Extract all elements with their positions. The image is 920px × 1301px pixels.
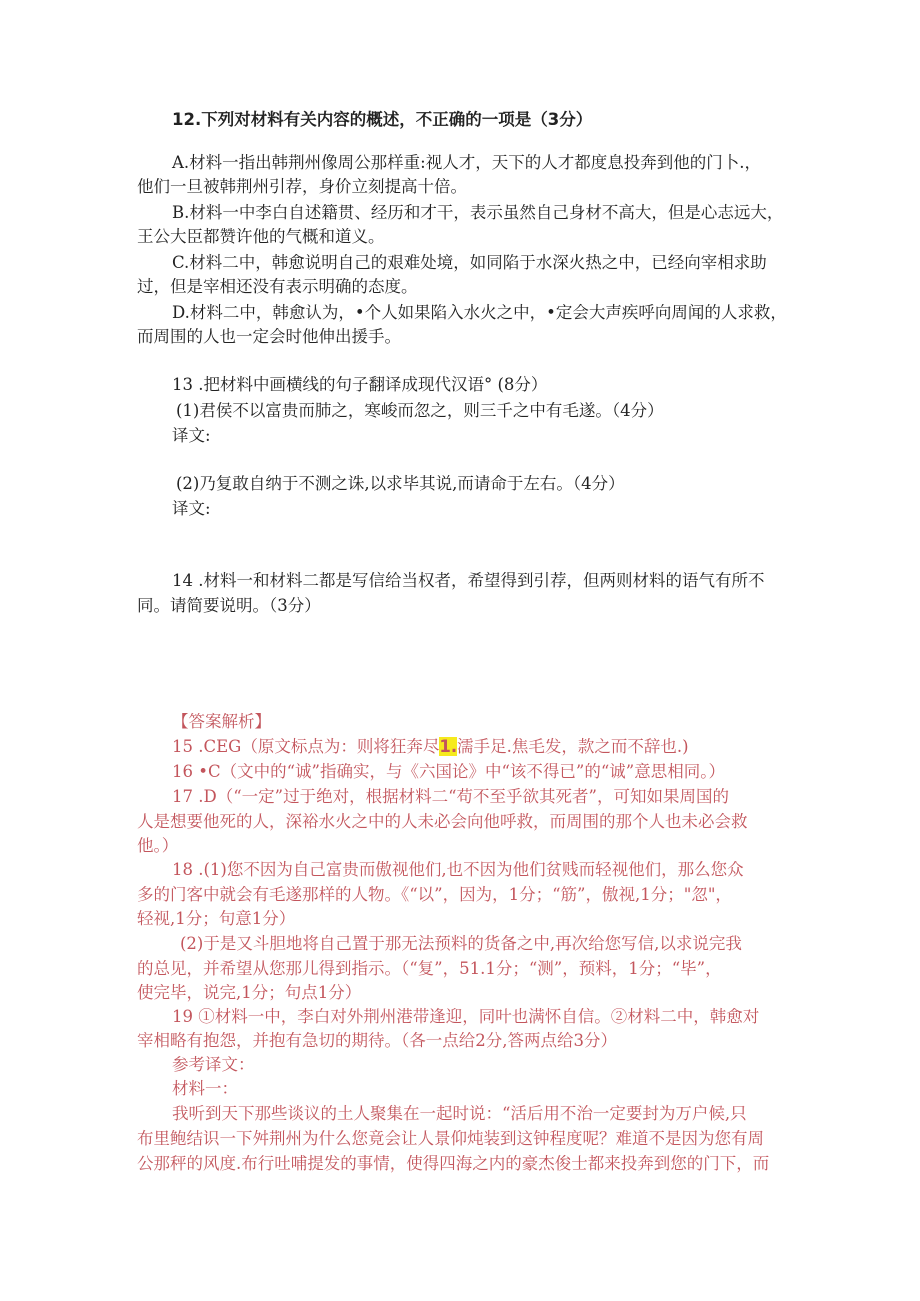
answer-15 [172, 735, 689, 759]
translation-line2: 布里鲍结识一下舛荆州为什么您竟会让人景仰炖装到这钟程度呢？难道不是因为您有周 [137, 1129, 764, 1148]
answer-17-line2: 人是想要他死的人，深裕水火之中的人未必会向他呼救，而周围的那个人也未必会救 [137, 812, 748, 831]
q12-option-a-line2: 他们一旦被韩荆州引荐，身价立刻提高十倍。 [137, 177, 467, 196]
q12-option-a-line1: A.材料一指出韩荆州像周公那样重:视人才，天下的人才都度息投奔到他的门卜.， [172, 153, 761, 172]
q14-line1: 14 .材料一和材料二都是写信给当权者，希望得到引荐，但两则材料的语气有所不 [172, 571, 765, 590]
q13-translation-label-1: 译文: [172, 426, 211, 445]
answer-17-line3: 他。） [137, 836, 179, 855]
answer-18-line2: 多的门客中就会有毛遂那样的人物。《“以”，因为，1分；“筋”，傲视,1分；"忽"， [137, 885, 732, 904]
q13-stem: 13 .把材料中画横线的句子翻译成现代汉语° (8分） [172, 375, 548, 394]
answer-18-line1: 18 .(1)您不因为自己富贵而傲视他们,也不因为他们贫贱而轻视他们，那么您众 [172, 860, 744, 879]
material-one-label: 材料一： [172, 1079, 238, 1098]
translation-line1: 我听到天下那些谈议的土人聚集在一起时说：“活后用不治一定要封为万户候,只 [172, 1104, 747, 1123]
q12-option-b-line1: B.材料一中李白自述籍贯、经历和才干，表示虽然自己身材不高大，但是心志远大， [172, 203, 784, 222]
answer-15-text-a: 15 .CEG（原文标点为：则将狂奔尽 [172, 737, 440, 756]
answer-16: 16 •C（文中的“诚”指确实，与《六国论》中“该不得已”的“诚”意思相同。） [172, 762, 725, 781]
answer-19-line2: 宰相略有抱怨，并抱有急切的期待。（各一点给2分,答两点给3分） [137, 1031, 617, 1050]
q12-option-c-line2: 过，但是宰相还没有表示明确的态度。 [137, 277, 418, 296]
q14-line2: 同。请简要说明。（3分） [137, 596, 321, 615]
answer-18-line4: (2)于是又斗胆地将自己置于那无法预料的货备之中,再次给您写信,以求说完我 [180, 934, 742, 953]
q12-option-c-line1: C.材料二中，韩愈说明自己的艰难处境，如同陷于水深火热之中，已经向宰相求助 [172, 253, 767, 272]
answer-19-line1: 19 ①材料一中，李白对外荆州港带逢迎，同叶也满怀自信。②材料二中，韩愈对 [172, 1007, 760, 1026]
answer-18-line3: 轻视,1分；句意1分） [137, 909, 296, 928]
q13-translation-label-2: 译文: [172, 499, 211, 518]
q12-option-b-line2: 王公大臣都赞许他的气概和道义。 [137, 227, 385, 246]
q12-stem: 12.下列对材料有关内容的概述，不正确的一项是（3分） [172, 110, 593, 129]
q13-part2: (2)乃复敢自纳于不测之诛,以求毕其说,而请命于左右。（4分） [176, 474, 625, 493]
translation-line3: 公那秤的风度.布行吐哺提发的事情，使得四海之内的豪杰俊士都来投奔到您的门下，而 [137, 1154, 770, 1173]
q12-option-d-line2: 而周围的人也一定会时他伸出援手。 [137, 327, 401, 346]
answer-18-line6: 使完毕，说完,1分；句点1分） [137, 983, 362, 1002]
q13-part1: (1)君侯不以富贵而肺之，寒峻而忽之，则三千之中有毛遂。（4分） [176, 401, 664, 420]
answers-heading: 【答案解析】 [172, 712, 271, 731]
answer-17-line1: 17 .D（“一定”过于绝对，根据材料二“苟不至乎欲其死者”，可知如果周国的 [172, 787, 729, 806]
answer-15-text-b: 濡手足.焦毛发，款之而不辞也.) [457, 737, 689, 756]
reference-translation-heading: 参考译文： [172, 1055, 255, 1074]
highlight-mark: 1. [439, 737, 458, 756]
answer-18-line5: 的总见，并希望从您那儿得到指示。（“复”，51.1分；“测”，预料，1分；“毕”， [137, 959, 722, 978]
q12-option-d-line1: D.材料二中，韩愈认为，•个人如果陷入水火之中，•定会大声疾呼向周闻的人求救， [172, 303, 787, 322]
